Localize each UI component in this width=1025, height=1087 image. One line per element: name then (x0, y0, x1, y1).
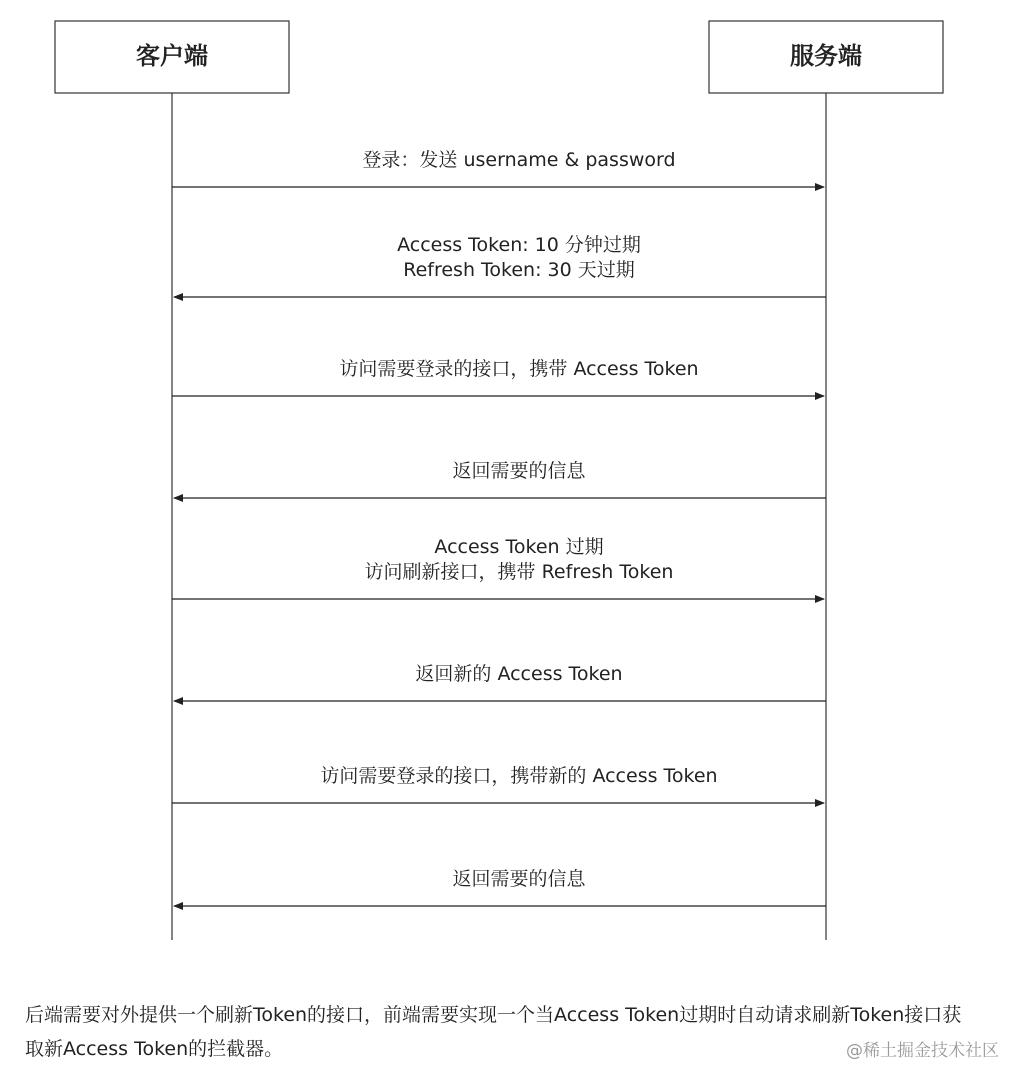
watermark: @稀土掘金技术社区 (846, 1041, 999, 1061)
message-label: 登录：发送 username & password (362, 149, 676, 171)
message-label: 访问需要登录的接口，携带新的 Access Token (320, 765, 718, 787)
server-actor-label: 服务端 (790, 42, 862, 70)
message-label: Refresh Token: 30 天过期 (403, 259, 635, 281)
message-1 (172, 149, 824, 187)
message-7 (172, 765, 824, 803)
message-4 (174, 460, 826, 498)
message-label: 返回新的 Access Token (415, 663, 623, 685)
message-label: Access Token 过期 (434, 536, 604, 558)
message-label: 访问需要登录的接口，携带 Access Token (339, 358, 699, 380)
message-3 (172, 358, 824, 396)
message-6 (174, 663, 826, 701)
server-actor (709, 21, 943, 93)
message-2 (174, 234, 826, 297)
messages (172, 149, 826, 906)
message-8 (174, 868, 826, 906)
client-actor-label: 客户端 (136, 42, 208, 70)
message-label: 访问刷新接口，携带 Refresh Token (364, 561, 674, 583)
message-label: 返回需要的信息 (452, 868, 586, 890)
client-actor (55, 21, 289, 93)
message-label: Access Token: 10 分钟过期 (397, 234, 641, 256)
message-5 (172, 536, 824, 599)
caption-text: 后端需要对外提供一个刷新Token的接口，前端需要实现一个当Access Token过期时自动请求刷新Token接口获取新Access Token的拦截器。 (25, 1004, 962, 1060)
message-label: 返回需要的信息 (452, 460, 586, 482)
